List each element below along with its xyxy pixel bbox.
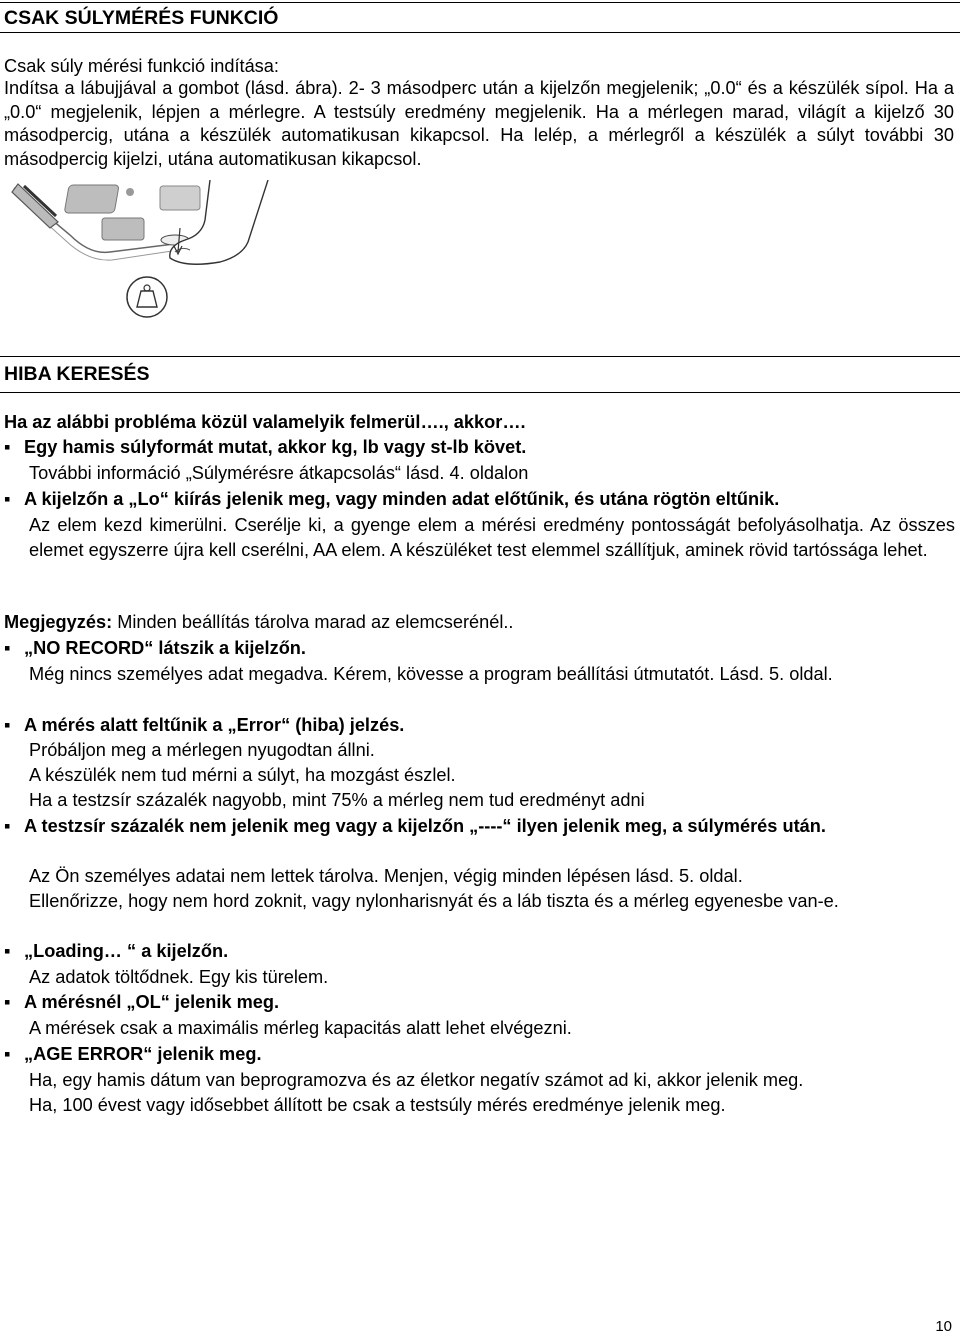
bullet-icon: ▪: [4, 992, 11, 1012]
item-title: „NO RECORD“ látszik a kijelzőn.: [24, 638, 306, 658]
section2-title-rule: [0, 392, 960, 393]
item-title: „AGE ERROR“ jelenik meg.: [24, 1044, 262, 1064]
note-text: Minden beállítás tárolva marad az elemcserénél..: [112, 612, 514, 632]
item-text: Ha, egy hamis dátum van beprogramozva és az életkor negatív számot ad ki, akkor jelenik meg.: [29, 1070, 804, 1090]
item-text: Az adatok töltődnek. Egy kis türelem.: [29, 967, 329, 987]
item-loading: [4, 939, 954, 963]
item-text: További információ „Súlymérésre átkapcsolás“ lásd. 4. oldalon: [29, 463, 529, 483]
item-body-fat-missing: [4, 814, 954, 839]
section2-top-rule: [0, 356, 960, 357]
item-overload: [4, 990, 954, 1014]
bullet-icon: ▪: [4, 638, 11, 658]
note-label: Megjegyzés:: [4, 612, 113, 632]
scale-foot-button-illustration: [10, 180, 285, 330]
bullet-icon: ▪: [4, 941, 11, 961]
item-text: Ha, 100 évest vagy idősebbet állított be csak a testsúly mérés eredménye jelenik meg.: [29, 1095, 726, 1115]
item-text: A mérések csak a maximális mérleg kapacitás alatt lehet elvégezni.: [29, 1018, 572, 1038]
item-text: A készülék nem tud mérni a súlyt, ha mozgást észlel.: [29, 765, 456, 785]
section-subtitle: Csak súly mérési funkció indítása:: [4, 56, 279, 76]
bullet-icon: ▪: [4, 1044, 11, 1064]
item-title: Egy hamis súlyformát mutat, akkor kg, lb vagy st-lb követ.: [24, 437, 527, 457]
item-title: A mérésnél „OL“ jelenik meg.: [24, 992, 280, 1012]
item-title: A mérés alatt feltűnik a „Error“ (hiba) jelzés.: [24, 715, 405, 735]
item-error: [4, 713, 954, 737]
note: [4, 610, 954, 634]
page-number: 10: [935, 1318, 952, 1335]
item-title: A kijelzőn a „Lo“ kiírás jelenik meg, vagy minden adat előtűnik, és utána rögtön eltűnik.: [24, 489, 780, 509]
bullet-icon: ▪: [4, 715, 11, 735]
item-title: A testzsír százalék nem jelenik meg vagy a kijelzőn „----“ ilyen jelenik meg, a súlymérés után.: [24, 816, 826, 836]
item-text: Az Ön személyes adatai nem lettek tárolva. Menjen, végig minden lépésen lásd. 5. oldal.: [29, 866, 743, 886]
troubleshooting-intro: Ha az alábbi probléma közül valamelyik felmerül…., akkor….: [4, 412, 526, 432]
section-title-troubleshooting: HIBA KERESÉS: [4, 363, 150, 385]
title-rule: [0, 32, 960, 33]
section-title-weight-only: CSAK SÚLYMÉRÉS FUNKCIÓ: [4, 7, 279, 29]
bullet-icon: ▪: [4, 489, 11, 509]
item-age-error: [4, 1042, 954, 1066]
item-wrong-unit: [4, 435, 954, 459]
bullet-icon: ▪: [4, 816, 11, 836]
item-no-record: [4, 636, 954, 660]
item-text: Még nincs személyes adat megadva. Kérem, kövesse a program beállítási útmutatót. Lásd. 5. oldal.: [29, 664, 833, 684]
top-rule: [0, 2, 960, 3]
item-text: Ha a testzsír százalék nagyobb, mint 75% a mérleg nem tud eredményt adni: [29, 790, 645, 810]
item-text: Próbáljon meg a mérlegen nyugodtan állni.: [29, 740, 375, 760]
bullet-icon: ▪: [4, 437, 11, 457]
item-text: Az elem kezd kimerülni. Cserélje ki, a gyenge elem a mérési eredmény pontosságát befolyásolhatja. Az összes elemet egyszerre újra kell cserélni, AA elem. A készüléket test elemmel szállítjuk, aminek rövid tartóssága lehet.: [29, 515, 955, 560]
item-title: „Loading… “ a kijelzőn.: [24, 941, 229, 961]
item-low-battery: [4, 487, 954, 511]
section-body-text: Indítsa a lábujjával a gombot (lásd. ábra). 2- 3 másodperc után a kijelzőn megjelenik; „0.0“ és a készülék sípol. Ha a „0.0“ megjelenik, lépjen a mérlegre. A testsúly eredmény megjelenik. Ha a mérlegen marad, világít a kijelző 30 másodpercig, utána a készülék automatikusan kikapcsol. Ha lelép, a mérlegről a készülék a súlyt további 30 másodpercig kijelzi, utána automatikusan kikapcsol.: [4, 78, 954, 169]
item-text: Ellenőrizze, hogy nem hord zoknit, vagy nylonharisnyát és a láb tiszta és a mérleg egyenesbe van-e.: [29, 891, 839, 911]
weight-icon: [127, 277, 167, 317]
